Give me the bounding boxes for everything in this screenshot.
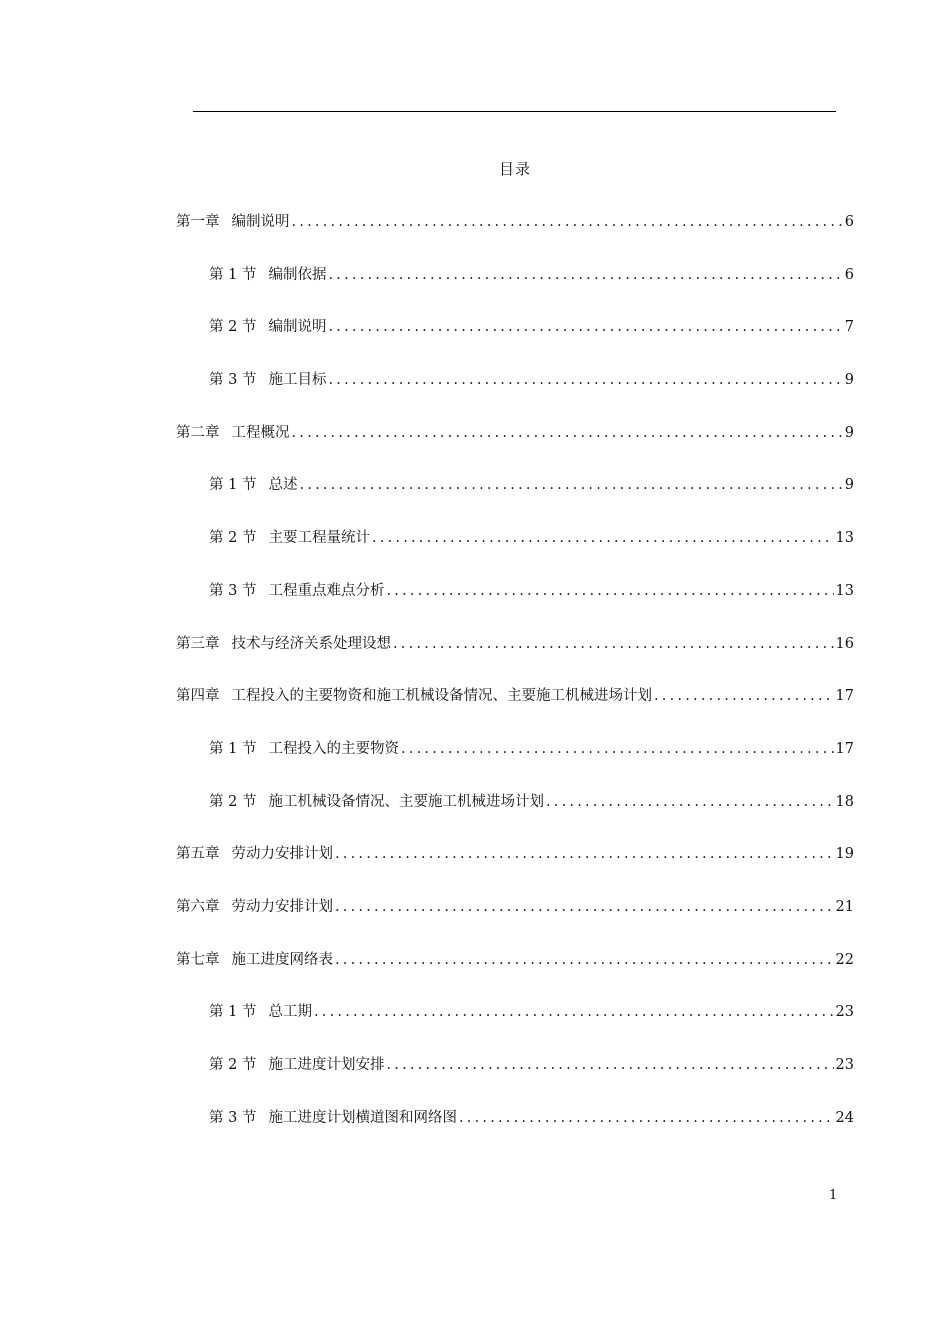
toc-entry-title: 工程概况 bbox=[231, 424, 290, 441]
toc-entry-title: 施工进度计划横道图和网络图 bbox=[268, 1109, 457, 1126]
toc-entry-title: 劳动力安排计划 bbox=[231, 846, 333, 863]
toc-entry-page: 6 bbox=[844, 214, 854, 230]
toc-entry-title: 主要工程量统计 bbox=[268, 530, 370, 547]
toc-entry-number: 第四章 bbox=[176, 688, 220, 705]
toc-section-entry[interactable] bbox=[176, 1053, 854, 1106]
toc-dot-leader bbox=[335, 952, 834, 968]
toc-section-entry[interactable] bbox=[176, 263, 854, 316]
header-rule bbox=[193, 111, 836, 112]
toc-section-entry[interactable] bbox=[176, 526, 854, 579]
toc-dot-leader bbox=[386, 583, 833, 599]
toc-dot-leader bbox=[372, 530, 834, 546]
toc-section-entry[interactable] bbox=[176, 790, 854, 843]
toc-entry-number: 第 1 节 bbox=[209, 1004, 257, 1021]
table-of-contents bbox=[176, 210, 854, 1158]
toc-entry-title: 劳动力安排计划 bbox=[231, 898, 333, 915]
toc-chapter-entry[interactable] bbox=[176, 948, 854, 1001]
toc-entry-title: 编制说明 bbox=[231, 214, 290, 230]
toc-entry-number: 第六章 bbox=[176, 898, 220, 915]
toc-chapter-entry[interactable] bbox=[176, 210, 854, 263]
toc-dot-leader bbox=[654, 688, 834, 704]
toc-entry-page: 22 bbox=[835, 951, 854, 968]
toc-entry-number: 第 2 节 bbox=[209, 793, 257, 810]
toc-section-entry[interactable] bbox=[176, 1000, 854, 1053]
toc-entry-number: 第七章 bbox=[176, 951, 220, 968]
toc-chapter-entry[interactable] bbox=[176, 895, 854, 948]
toc-entry-number: 第 1 节 bbox=[209, 477, 257, 494]
toc-dot-leader bbox=[292, 425, 843, 441]
toc-entry-page: 9 bbox=[844, 424, 854, 441]
toc-dot-leader bbox=[546, 794, 834, 810]
toc-section-entry[interactable] bbox=[176, 737, 854, 790]
toc-chapter-entry[interactable] bbox=[176, 684, 854, 737]
toc-entry-number: 第二章 bbox=[176, 424, 220, 441]
toc-entry-page: 24 bbox=[835, 1109, 854, 1126]
toc-dot-leader bbox=[314, 1004, 834, 1020]
toc-entry-page: 23 bbox=[835, 1004, 854, 1021]
toc-dot-leader bbox=[335, 899, 834, 915]
toc-entry-page: 13 bbox=[835, 530, 854, 547]
toc-title: 目录 bbox=[498, 160, 531, 178]
page-number: 1 bbox=[829, 1188, 838, 1203]
toc-section-entry[interactable] bbox=[176, 579, 854, 632]
toc-entry-number: 第三章 bbox=[176, 635, 220, 652]
toc-dot-leader bbox=[328, 372, 842, 388]
toc-entry-title: 总工期 bbox=[268, 1004, 312, 1021]
toc-entry-title: 编制依据 bbox=[268, 266, 327, 283]
toc-entry-title: 工程投入的主要物资 bbox=[268, 740, 399, 757]
toc-entry-page: 13 bbox=[835, 582, 854, 599]
toc-entry-title: 施工机械设备情况、主要施工机械进场计划 bbox=[268, 793, 544, 810]
toc-section-entry[interactable] bbox=[176, 473, 854, 526]
toc-dot-leader bbox=[292, 214, 843, 230]
toc-entry-page: 23 bbox=[835, 1057, 854, 1073]
toc-dot-leader bbox=[335, 846, 834, 862]
toc-entry-page: 21 bbox=[835, 898, 854, 915]
toc-entry-number: 第 2 节 bbox=[209, 530, 257, 547]
toc-dot-leader bbox=[386, 1057, 833, 1073]
toc-dot-leader bbox=[328, 267, 842, 283]
toc-section-entry[interactable] bbox=[176, 315, 854, 368]
toc-entry-title: 工程投入的主要物资和施工机械设备情况、主要施工机械进场计划 bbox=[231, 688, 652, 705]
toc-chapter-entry[interactable] bbox=[176, 421, 854, 474]
toc-dot-leader bbox=[299, 477, 842, 493]
toc-chapter-entry[interactable] bbox=[176, 842, 854, 895]
toc-entry-title: 工程重点难点分析 bbox=[268, 582, 385, 599]
toc-section-entry[interactable] bbox=[176, 1106, 854, 1159]
toc-entry-title: 施工进度网络表 bbox=[231, 951, 333, 968]
toc-entry-page: 19 bbox=[835, 846, 854, 863]
toc-entry-number: 第 2 节 bbox=[209, 319, 257, 336]
toc-entry-page: 17 bbox=[835, 688, 854, 705]
toc-entry-page: 6 bbox=[844, 266, 854, 283]
toc-dot-leader bbox=[401, 741, 834, 757]
toc-entry-number: 第 1 节 bbox=[209, 266, 257, 283]
toc-dot-leader bbox=[459, 1110, 834, 1126]
toc-entry-page: 17 bbox=[835, 740, 854, 757]
toc-section-entry[interactable] bbox=[176, 368, 854, 421]
toc-entry-page: 9 bbox=[844, 477, 854, 494]
toc-entry-title: 技术与经济关系处理设想 bbox=[231, 635, 391, 652]
toc-entry-number: 第 3 节 bbox=[209, 582, 257, 599]
toc-entry-number: 第 3 节 bbox=[209, 1109, 257, 1126]
toc-dot-leader bbox=[328, 319, 842, 335]
toc-entry-title: 总述 bbox=[268, 477, 298, 494]
toc-entry-number: 第 1 节 bbox=[209, 740, 257, 757]
toc-entry-number: 第五章 bbox=[176, 846, 220, 863]
toc-entry-page: 9 bbox=[844, 372, 854, 389]
toc-entry-page: 18 bbox=[835, 793, 854, 810]
toc-chapter-entry[interactable] bbox=[176, 632, 854, 685]
toc-entry-number: 第 2 节 bbox=[209, 1057, 257, 1073]
toc-entry-number: 第一章 bbox=[176, 214, 220, 230]
toc-entry-title: 编制说明 bbox=[268, 319, 327, 336]
toc-entry-page: 7 bbox=[844, 319, 854, 336]
toc-entry-title: 施工进度计划安排 bbox=[268, 1057, 385, 1073]
toc-entry-page: 16 bbox=[835, 635, 854, 652]
toc-entry-number: 第 3 节 bbox=[209, 372, 257, 389]
toc-entry-title: 施工目标 bbox=[268, 372, 327, 389]
toc-dot-leader bbox=[393, 636, 834, 652]
